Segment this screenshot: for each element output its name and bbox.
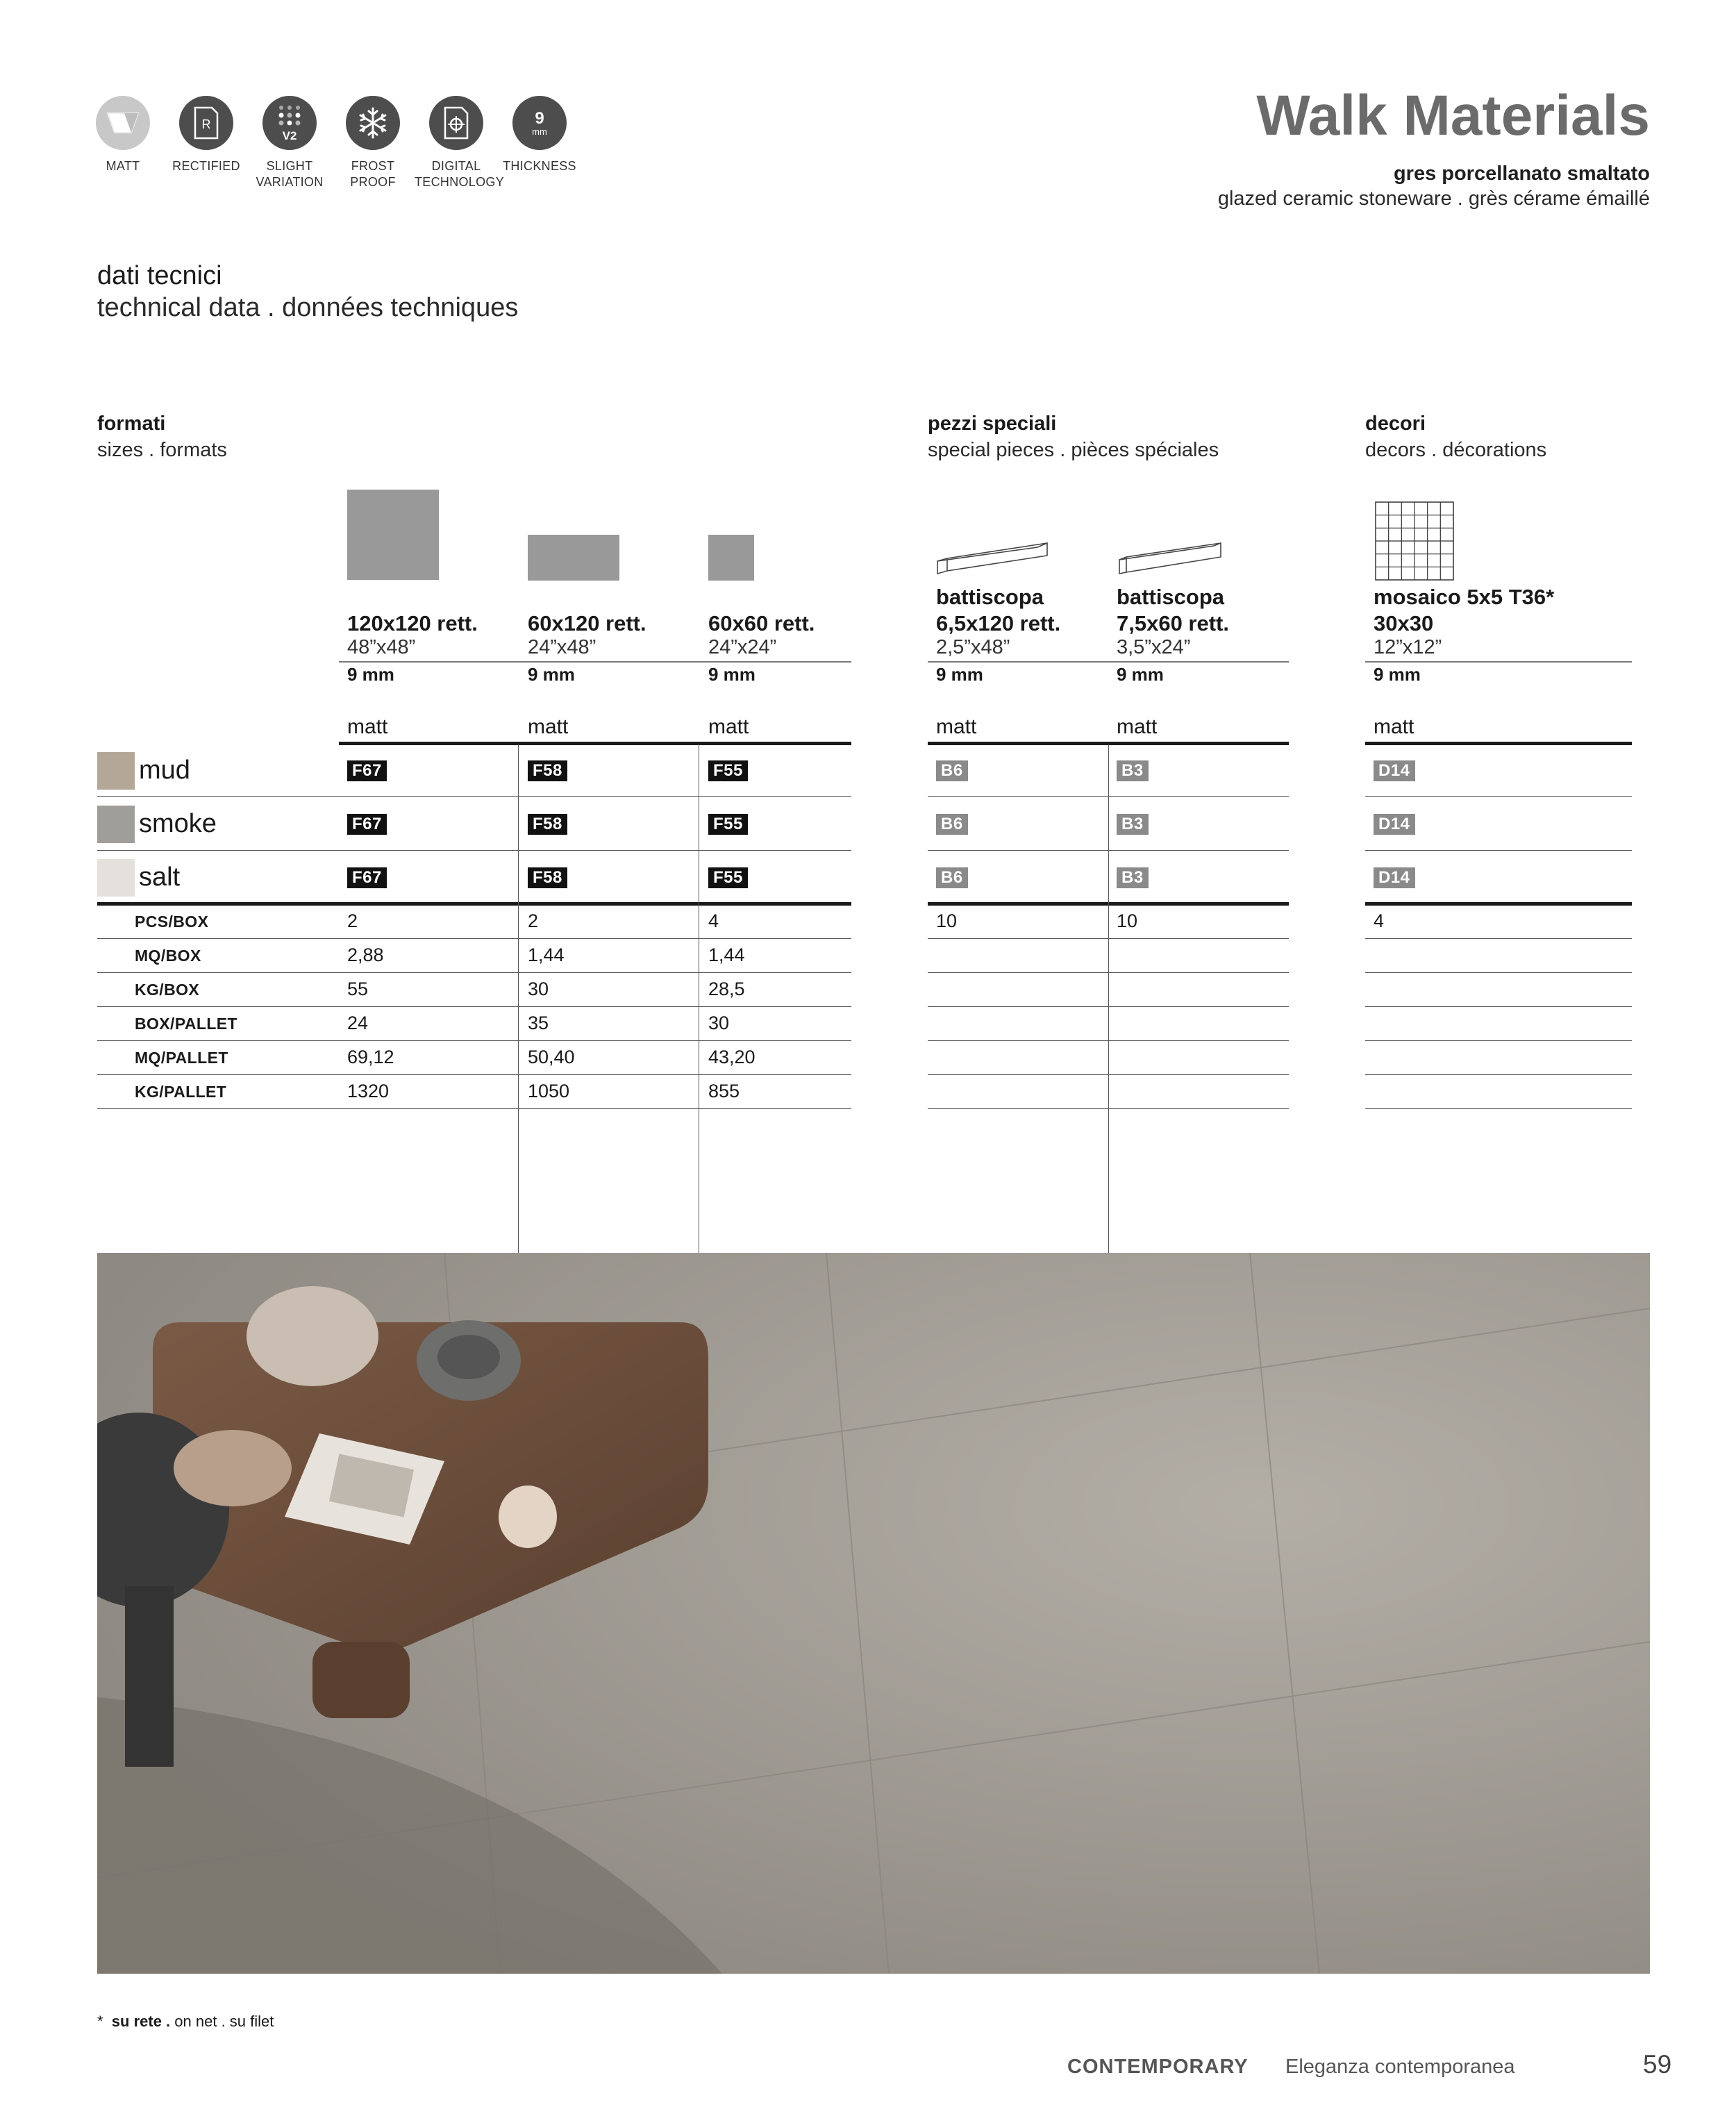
format-name: 120x120 rett. <box>347 611 478 635</box>
table-rule <box>928 972 1289 973</box>
table-cell: 1,44 <box>708 944 745 965</box>
room-illustration <box>97 1253 1650 1974</box>
room-photo <box>97 1253 1650 1974</box>
row-label: KG/BOX <box>135 981 200 999</box>
feature-label-2: PROOF <box>350 175 396 189</box>
decors-heading: decori <box>1365 413 1426 435</box>
product-code: B3 <box>1117 814 1149 835</box>
finish-label: matt <box>936 715 977 738</box>
table-cell: 24 <box>347 1013 369 1033</box>
table-rule <box>1365 1040 1632 1041</box>
footer-tagline: Eleganza contemporanea <box>1285 2056 1515 2078</box>
table-rule <box>1365 902 1632 906</box>
feature-label-2: VARIATION <box>256 175 324 189</box>
row-label: PCS/BOX <box>135 913 209 931</box>
formats-heading: formati <box>97 413 166 435</box>
technical-data-subtitle: technical data . données techniques <box>97 293 519 322</box>
swatch-salt <box>97 859 135 897</box>
thickness-icon <box>512 96 567 150</box>
table-rule <box>1365 850 1632 851</box>
table-cell: 2 <box>528 910 539 931</box>
table-cell: 1,44 <box>528 944 565 965</box>
product-code: B3 <box>1117 867 1149 888</box>
decor-name: mosaico 5x5 T36* <box>1374 585 1555 609</box>
format-inch: 3,5”x24” <box>1117 636 1191 658</box>
decor-size: 30x30 <box>1374 611 1434 635</box>
table-cell: 30 <box>708 1013 730 1033</box>
table-cell: 4 <box>1374 910 1385 931</box>
table-cell: 10 <box>936 910 958 931</box>
finish-label: matt <box>708 715 749 738</box>
feature-rectified <box>165 96 248 174</box>
feature-slight-variation <box>248 96 331 190</box>
special-size: 6,5x120 rett. <box>936 611 1061 635</box>
table-rule <box>928 1040 1289 1041</box>
format-name: 60x120 rett. <box>528 611 646 635</box>
special-name: battiscopa <box>936 585 1044 609</box>
table-rule <box>1365 1074 1632 1075</box>
feature-label: RECTIFIED <box>172 159 240 173</box>
feature-matt <box>81 96 165 174</box>
product-code: D14 <box>1374 867 1415 888</box>
product-code: F55 <box>708 867 748 888</box>
table-cell: 30 <box>528 979 549 999</box>
table-cell: 4 <box>708 910 719 931</box>
product-code: F58 <box>528 814 567 835</box>
product-code: F58 <box>528 760 567 781</box>
thickness-unit: mm <box>532 126 547 137</box>
feature-label: FROST <box>351 159 395 173</box>
product-code: B6 <box>936 760 968 781</box>
table-rule <box>1365 796 1632 797</box>
table-rule <box>928 1108 1289 1109</box>
table-rule <box>928 938 1289 939</box>
material-type-translations: glazed ceramic stoneware . grès cérame émaillé <box>1217 188 1650 210</box>
matt-icon <box>96 96 150 150</box>
product-code: F55 <box>708 760 748 781</box>
product-code: F67 <box>347 867 387 888</box>
table-rule <box>97 1108 851 1109</box>
format-inch: 2,5”x48” <box>936 636 1010 658</box>
format-thickness: 9 mm <box>936 664 983 685</box>
footnote-mark: * <box>97 2013 103 2030</box>
product-code: D14 <box>1374 760 1415 781</box>
table-cell: 50,40 <box>528 1047 575 1067</box>
table-rule <box>97 796 851 797</box>
row-label: MQ/PALLET <box>135 1049 228 1067</box>
swatch-smoke <box>97 806 135 843</box>
format-thickness: 9 mm <box>1374 664 1421 685</box>
row-label: KG/PALLET <box>135 1083 227 1101</box>
color-name-salt: salt <box>139 863 181 892</box>
format-60x120-shape <box>528 535 619 581</box>
format-120x120-shape <box>347 490 439 580</box>
table-rule <box>97 972 851 973</box>
divider <box>339 661 851 663</box>
rectified-glyph: R <box>201 117 211 131</box>
product-code: B6 <box>936 867 968 888</box>
decors-subheading: decors . décorations <box>1365 439 1547 461</box>
product-code: F67 <box>347 814 387 835</box>
table-rule <box>339 742 851 745</box>
table-cell: 1320 <box>347 1081 390 1101</box>
rectified-icon <box>179 96 233 150</box>
table-rule <box>97 1040 851 1041</box>
table-rule <box>97 850 851 851</box>
row-label: MQ/BOX <box>135 947 201 965</box>
table-rule <box>1365 938 1632 939</box>
table-cell: 2,88 <box>347 944 384 965</box>
slight-variation-icon <box>262 96 317 150</box>
page-number: 59 <box>1643 2050 1672 2079</box>
table-rule <box>97 1006 851 1007</box>
thickness-value: 9 <box>535 108 544 128</box>
divider <box>928 661 1289 663</box>
table-cell: 1050 <box>528 1081 570 1101</box>
feature-digital-technology <box>415 96 505 190</box>
page-title: Walk Materials <box>1256 84 1650 147</box>
format-inch: 48”x48” <box>347 636 416 658</box>
table-rule <box>1365 1006 1632 1007</box>
technical-data-title: dati tecnici <box>97 261 222 290</box>
table-cell: 2 <box>347 910 358 931</box>
table-cell: 10 <box>1117 910 1138 931</box>
divider <box>1365 661 1632 663</box>
finish-label: matt <box>347 715 388 738</box>
format-thickness: 9 mm <box>1117 664 1164 685</box>
special-pieces-subheading: special pieces . pièces spéciales <box>928 439 1219 461</box>
table-rule <box>1365 1108 1632 1109</box>
format-name: 60x60 rett. <box>708 611 815 635</box>
format-60x60-shape <box>708 535 754 581</box>
feature-frost-proof <box>331 96 415 190</box>
feature-label-2: TECHNOLOGY <box>415 175 505 189</box>
table-cell: 35 <box>528 1013 549 1033</box>
product-code: B6 <box>936 814 968 835</box>
format-thickness: 9 mm <box>347 664 394 685</box>
special-size: 7,5x60 rett. <box>1117 611 1229 635</box>
table-cell: 28,5 <box>708 979 745 999</box>
footnote-bold: su rete . <box>111 2013 171 2030</box>
skirting-6-5x120-icon <box>935 540 1053 582</box>
color-name-smoke: smoke <box>139 809 217 838</box>
table-cell: 69,12 <box>347 1047 394 1067</box>
color-name-mud: mud <box>139 756 190 785</box>
product-code: F55 <box>708 814 748 835</box>
table-rule <box>928 1074 1289 1075</box>
table-rule <box>1365 742 1632 745</box>
table-rule <box>97 902 851 906</box>
skirting-7-5x60-icon <box>1117 540 1228 582</box>
feature-label: THICKNESS <box>503 159 576 173</box>
product-code: B3 <box>1117 760 1149 781</box>
format-inch: 24”x48” <box>528 636 596 658</box>
product-code: D14 <box>1374 814 1415 835</box>
variation-glyph: V2 <box>282 129 297 142</box>
table-rule <box>97 938 851 939</box>
special-name: battiscopa <box>1117 585 1225 609</box>
format-thickness: 9 mm <box>528 664 575 685</box>
format-thickness: 9 mm <box>708 664 756 685</box>
feature-label: MATT <box>106 159 140 173</box>
table-cell: 43,20 <box>708 1047 756 1067</box>
format-inch: 12”x12” <box>1374 636 1442 658</box>
table-rule <box>97 1074 851 1075</box>
row-label: BOX/PALLET <box>135 1015 237 1033</box>
table-cell: 855 <box>708 1081 740 1101</box>
feature-thickness <box>498 96 581 174</box>
table-rule <box>1365 972 1632 973</box>
product-code: F67 <box>347 760 387 781</box>
digital-technology-icon <box>429 96 483 150</box>
formats-subheading: sizes . formats <box>97 439 227 461</box>
footnote-text: on net . su filet <box>170 2013 274 2030</box>
format-inch: 24”x24” <box>708 636 777 658</box>
material-type: gres porcellanato smaltato <box>1393 163 1650 185</box>
finish-label: matt <box>528 715 569 738</box>
product-code: F58 <box>528 867 567 888</box>
footnote <box>97 2013 274 2031</box>
table-cell: 55 <box>347 979 369 999</box>
finish-label: matt <box>1374 715 1414 738</box>
snowflake-icon <box>346 96 400 150</box>
mosaic-grid-icon <box>1375 501 1454 581</box>
finish-label: matt <box>1117 715 1158 738</box>
special-pieces-heading: pezzi speciali <box>928 413 1057 435</box>
footer-brand: CONTEMPORARY <box>1067 2056 1249 2078</box>
feature-label: SLIGHT <box>266 159 313 173</box>
swatch-mud <box>97 752 135 790</box>
table-rule <box>928 1006 1289 1007</box>
feature-label: DIGITAL <box>431 159 481 173</box>
